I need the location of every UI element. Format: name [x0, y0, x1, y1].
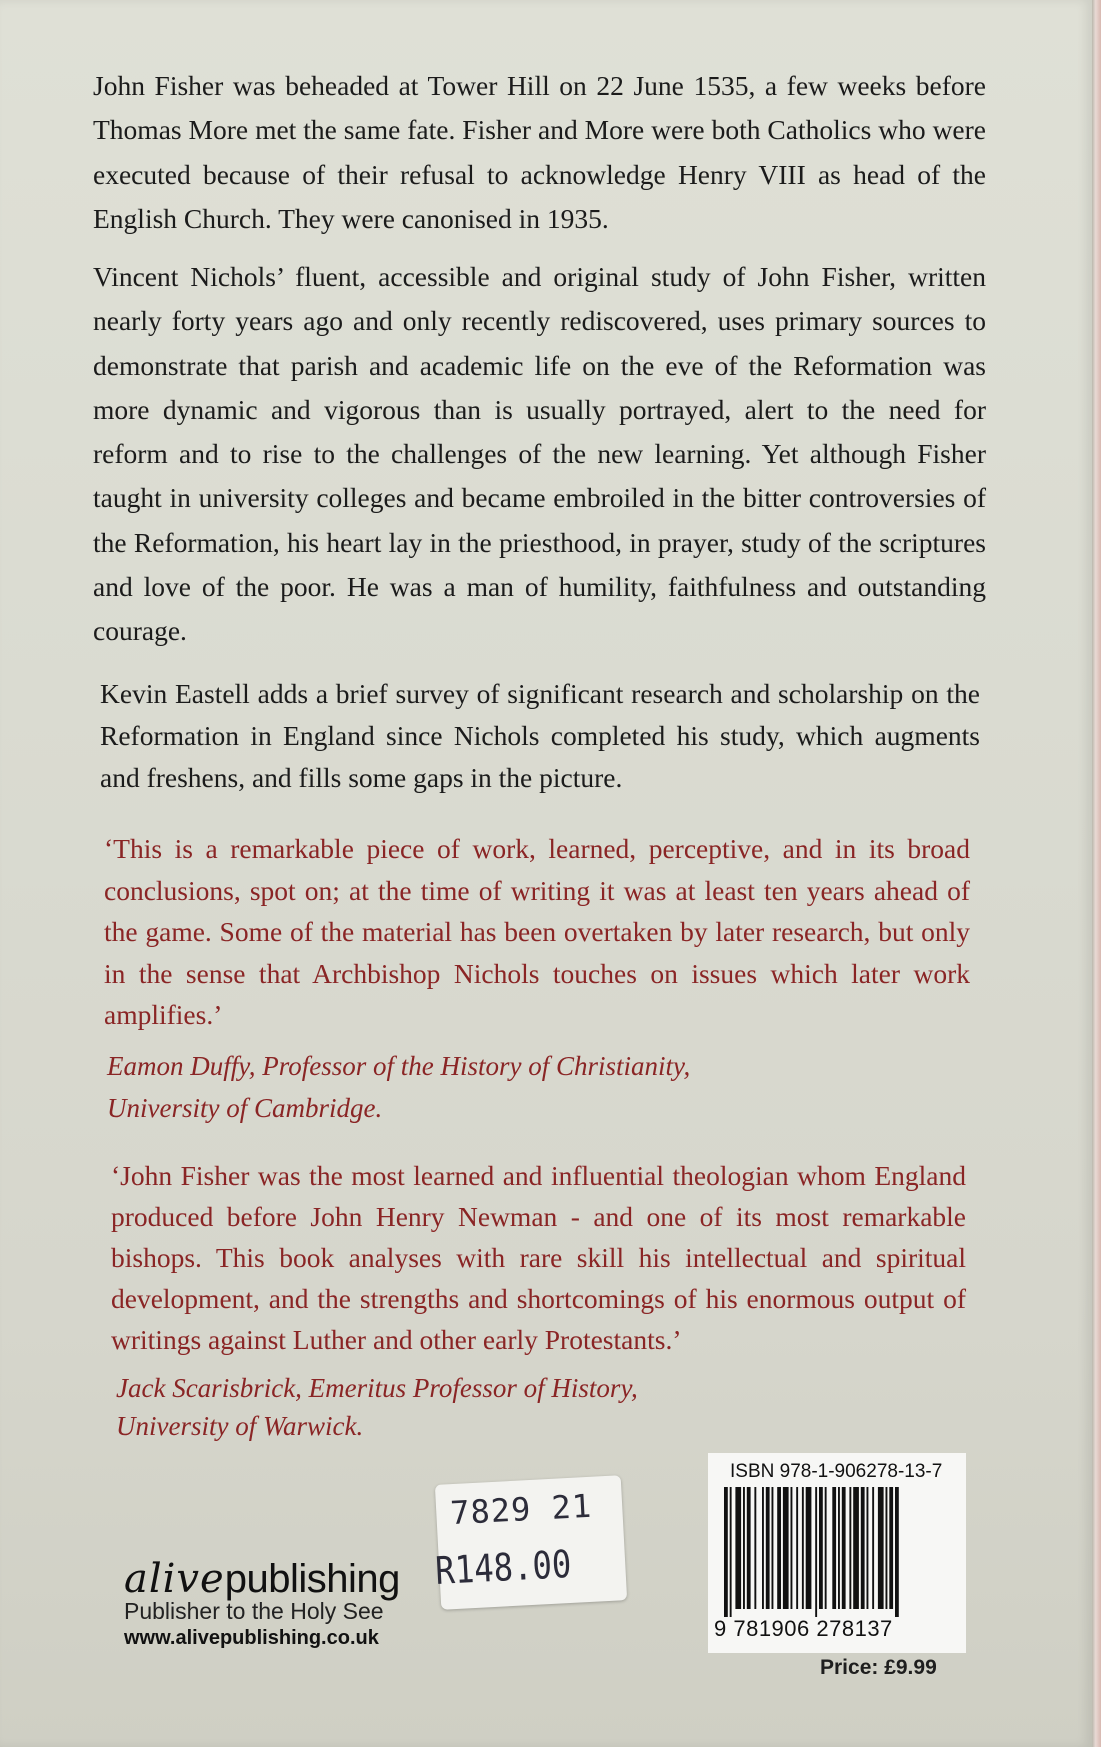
attribution-line: Jack Scarisbrick, Emeritus Professor of History, — [116, 1373, 638, 1403]
barcode-bar — [819, 1487, 823, 1609]
cover-edge — [1092, 0, 1101, 1747]
barcode-bar — [889, 1487, 893, 1609]
blurb-paragraph-3: Kevin Eastell adds a brief survey of significant research and scholarship on the Reformation in England since Nichols completed his study, which augments and freshens, and fills some gaps in the picture. — [100, 678, 980, 793]
barcode-bar — [832, 1487, 836, 1609]
barcode-digits: 9 781906 278137 — [714, 1616, 893, 1641]
blurb-paragraph-1: John Fisher was beheaded at Tower Hill on 22 June 1535, a few weeks before Thomas More met the same fate. Fisher and More were both Catholics who were executed because of their refusal to acknowledge Henry VIII as head of the English Church. They were canonised in 1935. — [93, 70, 986, 234]
review-attribution-2 — [116, 1369, 638, 1445]
barcode-bar — [815, 1487, 817, 1617]
barcode-bar — [895, 1487, 899, 1617]
logo-publishing-text: publishing — [224, 1557, 400, 1601]
barcode-bar — [724, 1487, 728, 1617]
barcode-bar — [777, 1487, 781, 1609]
barcode-bar — [796, 1487, 798, 1609]
sticker-price: R148.00 — [434, 1541, 573, 1594]
barcode-bar — [802, 1487, 804, 1609]
attribution-line: University of Warwick. — [116, 1411, 364, 1441]
barcode-bar — [743, 1487, 745, 1609]
barcode-bar — [861, 1487, 865, 1609]
logo-alive-text: alive — [124, 1556, 225, 1602]
barcode-bar — [853, 1487, 859, 1609]
publisher-wordmark — [124, 1556, 400, 1602]
review-quote-2: ‘John Fisher was the most learned and influential theologian whom England produced before John Henry Newman - and one of its most remarkable bishops. This book analyses with rare skill his intellectual and spiritual development, and the strengths and shortcomings of his enormous output of writings against Luther and other early Protestants.’ — [111, 1160, 966, 1355]
book-price: Price: £9.99 — [820, 1656, 937, 1679]
publisher-url: www.alivepublishing.co.uk — [124, 1627, 379, 1649]
isbn-label: ISBN 978-1-906278-13-7 — [730, 1461, 943, 1482]
review-quote-1: ‘This is a remarkable piece of work, learned, perceptive, and in its broad conclusions, spot on; at the time of writing it was at least ten years ahead of the game. Some of the material has been overtaken by later research, but only in the sense that Archbishop Nichols touches on issues which later work amplifies.’ — [104, 833, 970, 1030]
review-attribution-1 — [107, 1045, 690, 1129]
barcode-bar — [842, 1487, 846, 1609]
isbn-barcode-panel — [708, 1453, 966, 1653]
price-sticker — [435, 1475, 627, 1610]
barcode-icon — [724, 1487, 950, 1617]
barcode-bar — [783, 1487, 789, 1609]
barcode-bar — [838, 1487, 840, 1609]
barcode-bar — [806, 1487, 812, 1609]
attribution-line: Eamon Duffy, Professor of the History of Christianity, — [107, 1051, 691, 1081]
barcode-bar — [766, 1487, 770, 1609]
barcode-bar — [747, 1487, 751, 1609]
barcode-bar — [772, 1487, 774, 1609]
barcode-bar — [762, 1487, 764, 1609]
barcode-bar — [867, 1487, 869, 1609]
barcode-bar — [791, 1487, 793, 1609]
attribution-line: University of Cambridge. — [107, 1093, 383, 1123]
publisher-tagline: Publisher to the Holy See — [124, 1598, 384, 1624]
sticker-code: 7829 21 — [449, 1486, 594, 1533]
publisher-logo — [124, 1556, 400, 1650]
barcode-bar — [735, 1487, 741, 1609]
blurb-paragraph-2: Vincent Nichols’ fluent, accessible and original study of John Fisher, written nearly forty years ago and only recently rediscovered, uses primary sources to demonstrate that parish and academic life on the eve of the Reformation was more dynamic and vigorous than is usually portrayed, alert to the need for reform and to rise to the challenges of the new learning. Yet although Fisher taught in university colleges and became embroiled in the bitter controversies of the Reformation, his heart lay in the priesthood, in prayer, study of the scriptures and love of the poor. He was a man of humility, faithfulness and outstanding courage. — [93, 261, 986, 647]
barcode-bar — [754, 1487, 756, 1609]
barcode-bar — [849, 1487, 851, 1609]
barcode-bar — [872, 1487, 874, 1609]
barcode-bar — [878, 1487, 884, 1609]
barcode-bar — [825, 1487, 827, 1609]
barcode-bar — [730, 1487, 732, 1617]
barcode-bar — [886, 1487, 888, 1609]
